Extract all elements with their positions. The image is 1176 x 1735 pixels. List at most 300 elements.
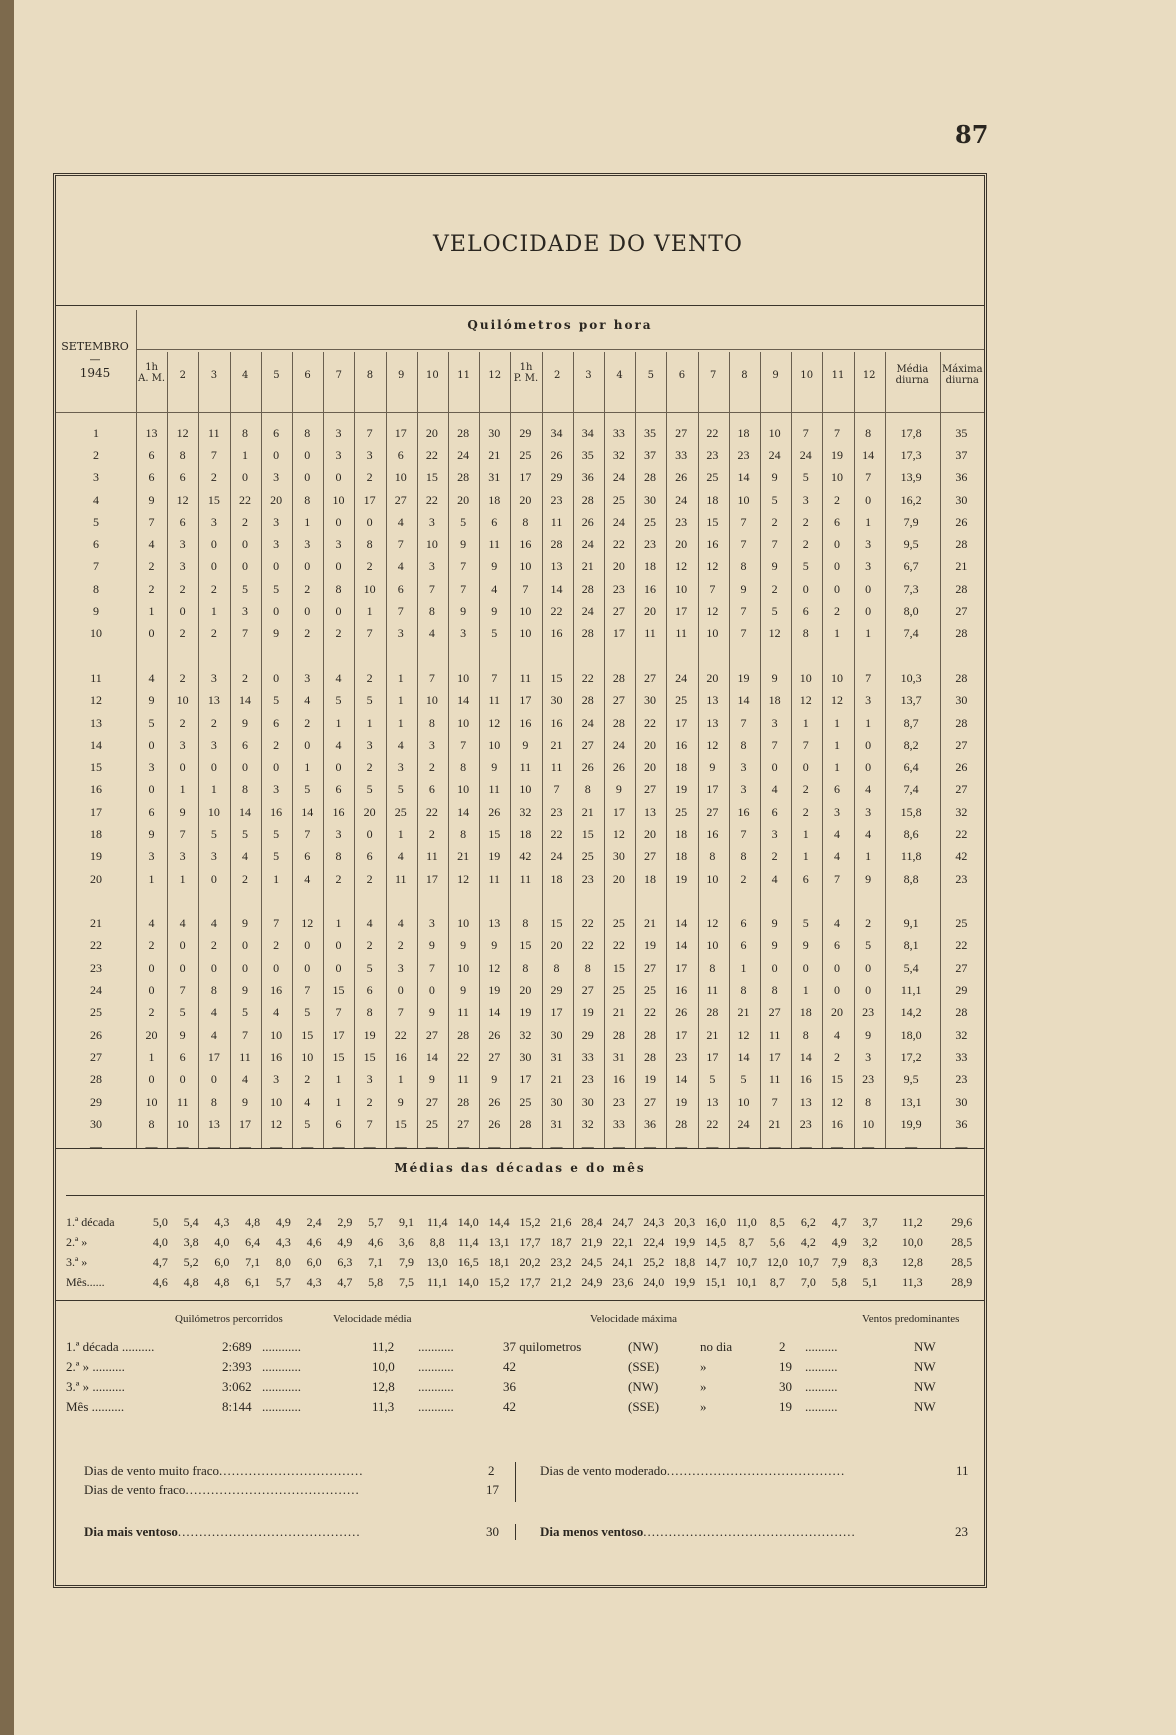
hour-value: 2 (148, 581, 155, 596)
hour-value: 27 (644, 1094, 657, 1109)
hour-value: 11 (488, 693, 501, 708)
hour-value: 1 (397, 670, 404, 685)
hour-value: 24 (581, 715, 594, 730)
hour-value: 7 (553, 782, 560, 797)
average-value: 7,1 (368, 1254, 384, 1269)
hour-header-am-2: 2 (179, 370, 186, 381)
hour-value: 22 (581, 670, 594, 685)
hour-value: 3 (397, 960, 404, 975)
hour-value: 3 (865, 804, 872, 819)
table-row (56, 712, 984, 734)
max-value: 35 (955, 425, 968, 440)
hour-value: 12 (488, 715, 501, 730)
hour-value: 23 (644, 537, 657, 552)
hour-value: 10 (457, 782, 470, 797)
hour-value: 6 (740, 938, 747, 953)
table-row (56, 1046, 984, 1068)
hour-value: 2 (210, 581, 217, 596)
hour-value: 1 (397, 1072, 404, 1087)
hour-value: 12 (768, 626, 781, 641)
hour-value: 25 (644, 514, 657, 529)
hour-value: 0 (865, 737, 872, 752)
hour-value: 24 (799, 447, 812, 462)
dash-cell: — (270, 1139, 283, 1154)
hour-header-pm-12: 12 (862, 370, 876, 381)
hour-value: 14 (488, 1005, 501, 1020)
dash-cell: — (207, 1139, 220, 1154)
hour-value: 12 (176, 492, 189, 507)
hour-value: 0 (833, 960, 840, 975)
average-value: 14,0 (457, 1274, 479, 1289)
hour-value: 8 (179, 447, 186, 462)
dash-cell: — (799, 1139, 812, 1154)
hour-value: 5 (709, 1072, 716, 1087)
hour-value: 9 (460, 604, 467, 619)
hour-value: 8 (522, 916, 529, 931)
mean-value: 7,3 (903, 581, 919, 596)
hour-value: 4 (397, 916, 404, 931)
hour-value: 2 (865, 916, 872, 931)
average-value: 4,3 (214, 1214, 230, 1229)
hour-value: 1 (335, 715, 342, 730)
hour-value: 2 (304, 1072, 311, 1087)
average-value: 5,7 (368, 1214, 384, 1229)
day-cell: 18 (89, 826, 102, 841)
hour-value: 24 (675, 492, 688, 507)
hour-value: 14 (550, 581, 563, 596)
hour-value: 10 (706, 871, 719, 886)
hour-value: 7 (709, 581, 716, 596)
hour-value: 23 (675, 514, 688, 529)
hour-value: 30 (644, 693, 657, 708)
hour-value: 7 (460, 737, 467, 752)
hour-value: 3 (304, 670, 311, 685)
hour-value: 2 (366, 1094, 373, 1109)
hour-value: 2 (833, 604, 840, 619)
summary-km: 2:393 (222, 1359, 252, 1374)
hour-value: 5 (273, 581, 280, 596)
hour-value: 0 (335, 514, 342, 529)
hour-value: 10 (830, 670, 843, 685)
hour-value: 7 (522, 581, 529, 596)
hour-value: 24 (581, 604, 594, 619)
day-most-windy-value: 30 (486, 1524, 499, 1539)
hour-value: 9 (771, 670, 778, 685)
hour-value: 29 (519, 425, 532, 440)
hour-value: 17 (675, 715, 688, 730)
hour-value: 7 (740, 537, 747, 552)
year-label: 1945 (79, 366, 111, 380)
average-value: 6,3 (337, 1254, 353, 1269)
hour-value: 1 (865, 715, 872, 730)
summary-day: 19 (779, 1399, 792, 1414)
hour-value: 7 (740, 514, 747, 529)
hour-value: 19 (737, 670, 750, 685)
hour-value: 17 (675, 960, 688, 975)
average-value: 24,0 (643, 1274, 665, 1289)
summary-km-dots: ............ (262, 1339, 301, 1354)
hour-value: 0 (148, 1072, 155, 1087)
average-value: 5,0 (152, 1214, 168, 1229)
hour-value: 0 (865, 604, 872, 619)
hour-value: 9 (865, 871, 872, 886)
hour-value: 5 (179, 1005, 186, 1020)
hour-value: 23 (862, 1072, 875, 1087)
hour-value: 4 (210, 916, 217, 931)
hour-value: 10 (457, 916, 470, 931)
hour-value: 2 (397, 938, 404, 953)
hour-header-pm-3: 3 (585, 370, 592, 381)
average-mean: 12,8 (901, 1254, 923, 1269)
hour-value: 29 (550, 983, 563, 998)
hour-value: 1 (865, 626, 872, 641)
hour-value: 12 (706, 737, 719, 752)
hour-value: 2 (833, 492, 840, 507)
hour-value: 24 (612, 470, 625, 485)
hour-value: 16 (706, 537, 719, 552)
hour-value: 0 (273, 670, 280, 685)
average-value: 7,9 (831, 1254, 847, 1269)
hour-value: 28 (644, 1027, 657, 1042)
average-value: 7,5 (398, 1274, 414, 1289)
mean-value: 11,1 (900, 983, 922, 998)
hour-value: 22 (644, 715, 657, 730)
hour-value: 8 (460, 826, 467, 841)
hour-value: 30 (550, 693, 563, 708)
hour-value: 20 (519, 492, 532, 507)
hour-value: 1 (740, 960, 747, 975)
hour-value: 8 (709, 849, 716, 864)
hour-value: 4 (771, 782, 778, 797)
hour-value: 11 (550, 760, 563, 775)
average-value: 6,0 (214, 1254, 230, 1269)
hour-value: 4 (304, 693, 311, 708)
hour-value: 27 (644, 960, 657, 975)
hour-value: 5 (491, 626, 498, 641)
hour-value: 8 (428, 604, 435, 619)
hour-value: 18 (675, 826, 688, 841)
average-value: 8,0 (275, 1254, 291, 1269)
hour-value: 0 (833, 983, 840, 998)
average-mean: 11,2 (902, 1214, 923, 1229)
hour-value: 17 (550, 1005, 563, 1020)
hour-value: 7 (179, 826, 186, 841)
average-value: 6,0 (306, 1254, 322, 1269)
hour-value: 24 (457, 447, 470, 462)
hour-value: 9 (771, 938, 778, 953)
hour-value: 0 (833, 537, 840, 552)
hour-value: 5 (241, 1005, 248, 1020)
average-mean: 11,3 (902, 1274, 923, 1289)
hour-value: 10 (176, 693, 189, 708)
hour-value: 2 (210, 470, 217, 485)
hour-value: 30 (519, 1049, 532, 1064)
hour-value: 3 (210, 849, 217, 864)
hour-value: 6 (771, 804, 778, 819)
hour-value: 18 (550, 871, 563, 886)
hour-value: 0 (335, 604, 342, 619)
hour-value: 4 (833, 849, 840, 864)
hour-value: 3 (210, 670, 217, 685)
hour-value: 0 (179, 938, 186, 953)
summary-dir: (NW) (628, 1339, 659, 1354)
hour-value: 12 (706, 559, 719, 574)
hour-value: 1 (802, 826, 809, 841)
hour-value: 27 (581, 983, 594, 998)
hour-value: 26 (675, 1005, 688, 1020)
max-value: 22 (955, 826, 968, 841)
mean-value: 7,4 (903, 782, 919, 797)
hour-value: 12 (675, 559, 688, 574)
average-value: 15,1 (705, 1274, 727, 1289)
mean-value: 13,7 (900, 693, 922, 708)
hour-value: 9 (709, 760, 716, 775)
hour-value: 2 (366, 871, 373, 886)
hour-value: 4 (366, 916, 373, 931)
days-moderado-value: 11 (956, 1463, 969, 1478)
hour-value: 11 (239, 1049, 251, 1064)
dash-cell: — (301, 1139, 314, 1154)
hour-value: 15 (550, 670, 563, 685)
hour-value: 8 (460, 760, 467, 775)
hour-value: 15 (207, 492, 220, 507)
hour-value: 3 (304, 537, 311, 552)
mean-value: 7,9 (903, 514, 919, 529)
hour-value: 11 (550, 514, 563, 529)
hour-value: 2 (771, 514, 778, 529)
summary-vel: 10,0 (372, 1359, 395, 1374)
hour-value: 33 (612, 425, 625, 440)
hour-value: 9 (428, 1005, 435, 1020)
hour-value: 7 (366, 425, 373, 440)
hour-value: 14 (457, 804, 470, 819)
hour-value: 8 (802, 626, 809, 641)
hour-value: 16 (799, 1072, 812, 1087)
average-value: 18,1 (488, 1254, 510, 1269)
hour-value: 4 (210, 1027, 217, 1042)
hour-value: 3 (241, 604, 248, 619)
max-value: 30 (955, 693, 968, 708)
hour-value: 9 (771, 470, 778, 485)
hour-value: 16 (706, 826, 719, 841)
max-value: 29 (955, 983, 968, 998)
mean-header: Média diurna (895, 364, 929, 386)
average-value: 3,2 (862, 1234, 878, 1249)
average-value: 11,0 (736, 1214, 757, 1229)
hour-value: 15 (830, 1072, 843, 1087)
hour-value: 14 (425, 1049, 438, 1064)
dash-cell: — (238, 1139, 251, 1154)
max-value: 25 (955, 916, 968, 931)
hour-value: 1 (179, 871, 186, 886)
hour-header-am-1: 1h A. M. (138, 362, 166, 384)
hour-value: 7 (740, 826, 747, 841)
hour-value: 7 (865, 670, 872, 685)
hour-value: 21 (550, 1072, 563, 1087)
hour-value: 3 (366, 447, 373, 462)
hour-value: 0 (148, 626, 155, 641)
hour-value: 17 (207, 1049, 220, 1064)
day-cell: 22 (89, 938, 102, 953)
hour-value: 4 (148, 670, 155, 685)
hour-value: 23 (612, 1094, 625, 1109)
hour-value: 2 (428, 760, 435, 775)
hour-value: 7 (397, 604, 404, 619)
hour-value: 13 (550, 559, 563, 574)
average-value: 4,3 (306, 1274, 322, 1289)
max-value: 28 (955, 626, 968, 641)
mean-value: 8,0 (903, 604, 919, 619)
hour-value: 11 (706, 983, 719, 998)
hour-value: 3 (397, 626, 404, 641)
hour-value: 1 (366, 715, 373, 730)
hour-value: 21 (768, 1116, 781, 1131)
hour-value: 9 (460, 537, 467, 552)
summary-km-header: Quilómetros percorridos (175, 1313, 283, 1325)
day-cell: 21 (89, 916, 102, 931)
hour-value: 6 (833, 782, 840, 797)
hour-value: 30 (488, 425, 501, 440)
day-most-windy (84, 1524, 361, 1540)
hour-value: 35 (581, 447, 594, 462)
hour-value: 11 (519, 670, 532, 685)
max-value: 30 (955, 492, 968, 507)
average-row (56, 1232, 984, 1252)
mean-value: 17,8 (900, 425, 922, 440)
hour-value: 7 (397, 537, 404, 552)
hour-value: 12 (799, 693, 812, 708)
hour-value: 7 (241, 1027, 248, 1042)
hour-value: 11 (488, 537, 501, 552)
hour-header-am-4: 4 (242, 370, 249, 381)
hour-value: 6 (740, 916, 747, 931)
hour-value: 11 (519, 760, 532, 775)
table-row (56, 935, 984, 957)
hour-value: 28 (581, 581, 594, 596)
hour-value: 10 (301, 1049, 314, 1064)
hour-value: 8 (241, 782, 248, 797)
hour-value: 17 (519, 693, 532, 708)
day-cell: 12 (89, 693, 102, 708)
average-value: 4,3 (275, 1234, 291, 1249)
hour-value: 20 (145, 1027, 158, 1042)
hour-value: 20 (425, 425, 438, 440)
mean-value: 8,6 (903, 826, 919, 841)
hour-value: 12 (830, 693, 843, 708)
hour-header-am-5: 5 (273, 370, 280, 381)
dash-cell: — (519, 1139, 532, 1154)
hour-value: 6 (491, 514, 498, 529)
hour-value: 18 (519, 826, 532, 841)
mean-value: 17,2 (900, 1049, 922, 1064)
hour-value: 28 (612, 715, 625, 730)
hour-value: 5 (802, 916, 809, 931)
hour-value: 7 (304, 983, 311, 998)
day-cell: 23 (89, 960, 102, 975)
daily-table (56, 422, 984, 1158)
average-value: 15,2 (519, 1214, 541, 1229)
hour-value: 3 (740, 782, 747, 797)
hour-value: 0 (335, 960, 342, 975)
hour-value: 16 (612, 1072, 625, 1087)
summary-vel-dots: ........... (418, 1359, 454, 1374)
hour-value: 17 (706, 1049, 719, 1064)
days-fraco (84, 1482, 360, 1498)
mean-value: 11,8 (900, 849, 922, 864)
hour-value: 11 (426, 849, 438, 864)
hour-value: 10 (176, 1116, 189, 1131)
day-cell: 29 (89, 1094, 102, 1109)
hour-value: 19 (675, 1094, 688, 1109)
average-value: 23,2 (550, 1254, 572, 1269)
day-cell: 5 (92, 514, 99, 529)
hour-value: 3 (865, 559, 872, 574)
hour-value: 19 (581, 1005, 594, 1020)
hour-value: 28 (457, 1094, 470, 1109)
hour-value: 3 (179, 537, 186, 552)
hour-value: 15 (394, 1116, 407, 1131)
hour-value: 10 (332, 492, 345, 507)
summary-wind: NW (914, 1359, 936, 1374)
hour-value: 14 (737, 470, 750, 485)
hour-header-pm-10: 10 (800, 370, 814, 381)
hour-value: 8 (740, 559, 747, 574)
hour-value: 29 (550, 470, 563, 485)
hour-value: 0 (210, 960, 217, 975)
hour-header-am-8: 8 (366, 370, 374, 381)
day-cell: 6 (92, 537, 99, 552)
hour-value: 28 (550, 537, 563, 552)
hour-value: 8 (148, 1116, 155, 1131)
hour-value: 2 (304, 715, 311, 730)
hour-value: 2 (179, 626, 186, 641)
hour-value: 14 (675, 938, 688, 953)
mean-value: 8,1 (903, 938, 919, 953)
hour-value: 9 (241, 983, 248, 998)
hour-value: 25 (675, 693, 688, 708)
average-value: 24,3 (643, 1214, 665, 1229)
average-value: 16,5 (457, 1254, 479, 1269)
hour-value: 5 (273, 849, 280, 864)
hour-value: 1 (148, 871, 155, 886)
table-row (56, 467, 984, 489)
hour-value: 12 (270, 1116, 283, 1131)
hour-value: 26 (550, 447, 563, 462)
hour-value: 8 (740, 849, 747, 864)
average-value: 4,6 (306, 1234, 322, 1249)
hour-value: 1 (833, 760, 840, 775)
hour-value: 5 (802, 559, 809, 574)
hour-header-pm-7: 7 (710, 370, 717, 381)
hour-value: 14 (799, 1049, 812, 1064)
hour-value: 5 (273, 826, 280, 841)
hour-value: 0 (179, 760, 186, 775)
hour-value: 3 (273, 1072, 280, 1087)
table-row (56, 533, 984, 555)
day-cell: 11 (90, 670, 102, 685)
hour-value: 10 (519, 626, 532, 641)
hour-value: 1 (179, 782, 186, 797)
hour-value: 0 (210, 559, 217, 574)
hour-value: 0 (304, 737, 311, 752)
average-value: 24,7 (612, 1214, 634, 1229)
table-row (56, 511, 984, 533)
hour-value: 0 (335, 470, 342, 485)
table-row (56, 1069, 984, 1091)
hour-value: 9 (740, 581, 747, 596)
dash-cell: — (768, 1139, 781, 1154)
summary-label: 1.ª década .......... (66, 1339, 155, 1354)
